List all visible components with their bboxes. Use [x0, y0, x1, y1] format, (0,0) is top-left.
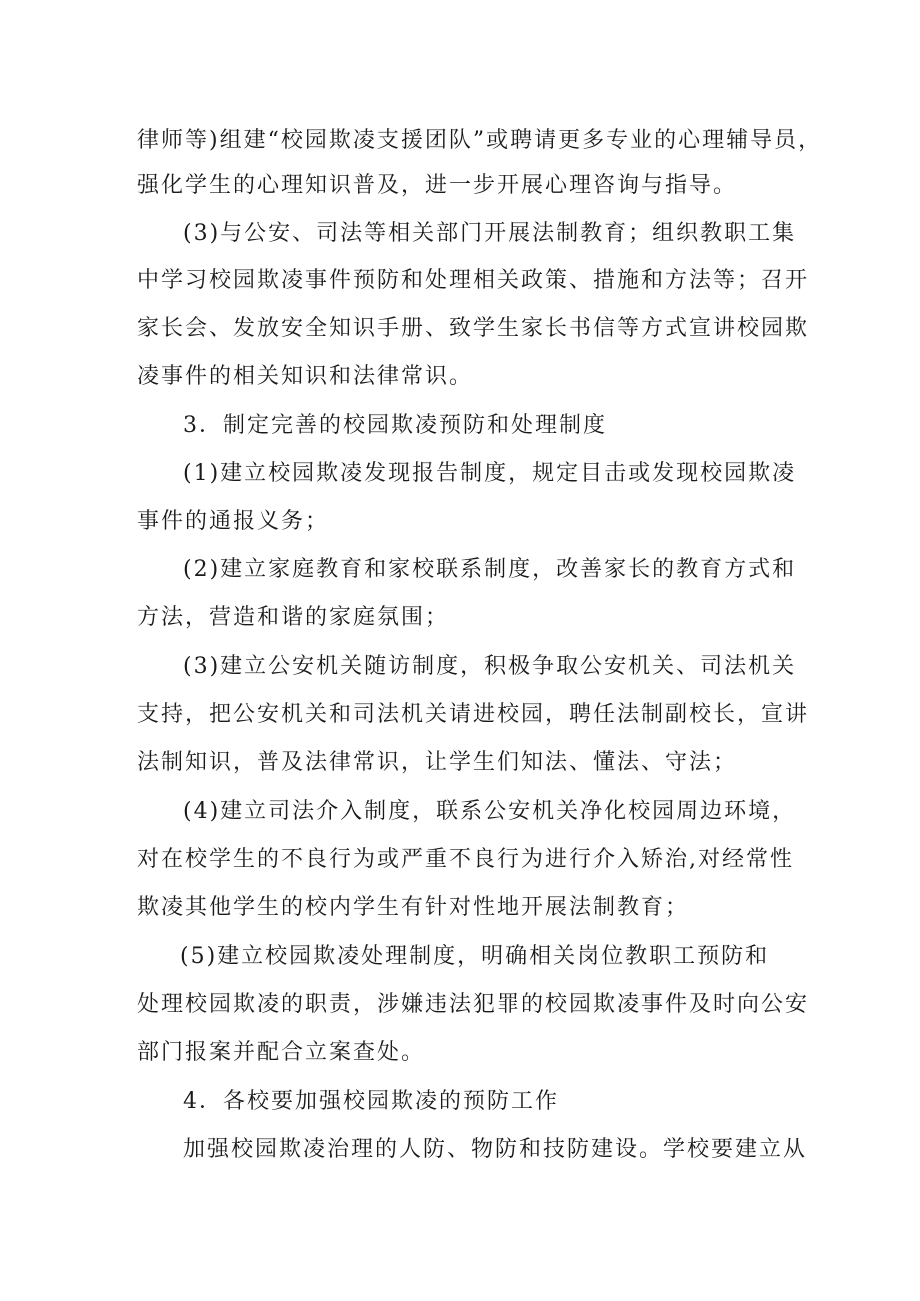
paragraph-line: 法制知识，普及法律常识，让学生们知法、懂法、守法；: [137, 750, 738, 775]
paragraph-line: (3)建立公安机关随访制度，积极争取公安机关、司法机关: [183, 654, 797, 679]
paragraph-line: 处理校园欺凌的职责，涉嫌违法犯罪的校园欺凌事件及时向公安: [137, 992, 810, 1017]
paragraph-line: (1)建立校园欺凌发现报告制度，规定目击或发现校园欺凌: [183, 461, 797, 486]
paragraph-line: (5)建立校园欺凌处理制度，明确相关岗位教职工预防和: [180, 944, 770, 969]
paragraph-line: (3)与公安、司法等相关部门开展法制教育；组织教职工集: [183, 221, 797, 246]
paragraph-line: 凌事件的相关知识和法律常识。: [137, 364, 474, 389]
paragraph-line: 欺凌其他学生的校内学生有针对性地开展法制教育；: [137, 895, 690, 920]
paragraph-line: 对在校学生的不良行为或严重不良行为进行介入矫治,对经常性: [137, 847, 794, 872]
paragraph-line: 事件的通报义务；: [137, 509, 330, 534]
section-heading: 3．制定完善的校园欺凌预防和处理制度: [183, 413, 607, 438]
paragraph-line: 方法，营造和谐的家庭氛围；: [137, 605, 450, 630]
paragraph-line: (2)建立家庭教育和家校联系制度，改善家长的教育方式和: [183, 557, 797, 582]
paragraph-line: 强化学生的心理知识普及，进一步开展心理咨询与指导。: [137, 173, 738, 198]
paragraph-line: 部门报案并配合立案查处。: [137, 1040, 426, 1065]
paragraph-line: 家长会、发放安全知识手册、致学生家长书信等方式宣讲校园欺: [137, 316, 810, 341]
paragraph-line: 加强校园欺凌治理的人防、物防和技防建设。学校要建立从: [183, 1137, 808, 1162]
paragraph-line: (4)建立司法介入制度，联系公安机关净化校园周边环境，: [183, 799, 797, 824]
paragraph-line: 支持，把公安机关和司法机关请进校园，聘任法制副校长，宣讲: [137, 702, 810, 727]
paragraph-line: 中学习校园欺凌事件预防和处理相关政策、措施和方法等；召开: [137, 268, 810, 293]
section-heading: 4．各校要加强校园欺凌的预防工作: [183, 1089, 559, 1114]
paragraph-line: 律师等)组建“校园欺凌支援团队”或聘请更多专业的心理辅导员，: [137, 128, 823, 153]
